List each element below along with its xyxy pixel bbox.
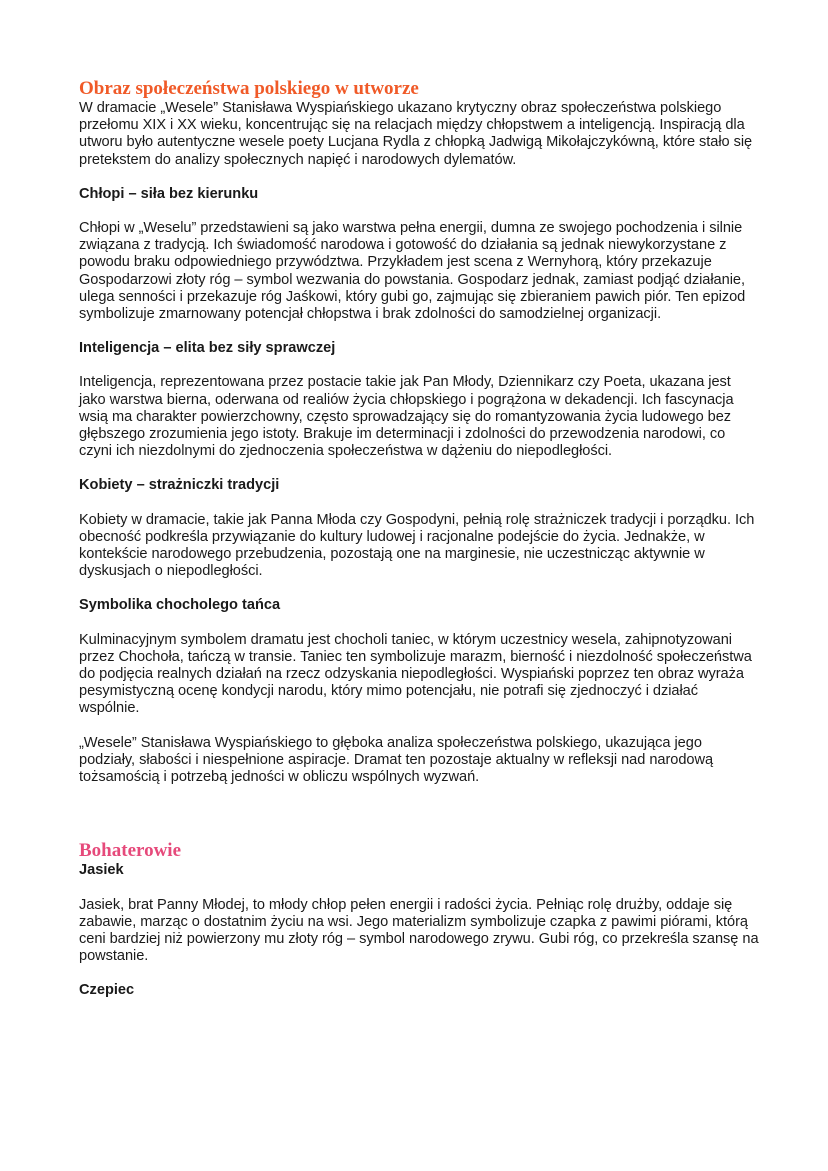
- paragraph-chocholi-taniec: Kulminacyjnym symbolem dramatu jest chocholi taniec, w którym uczestnicy wesela, zahipnotyzowani przez Chochoła, tańczą w transie. Taniec ten symbolizuje marazm, bierność i niezdolność społeczeństwa do podjęcia realnych działań na rzecz odzyskania niepodległości. Wyspiański poprzez ten obraz wyraża pesymistyczną ocenę kondycji narodu, który mimo potencjału, nie potrafi się zjednoczyć i działać wspólnie.: [79, 631, 752, 717]
- document-page: [79, 78, 759, 1000]
- subheading-kobiety: Kobiety – strażniczki tradycji: [79, 477, 280, 494]
- paragraph-chlopi: Chłopi w „Weselu” przedstawieni są jako warstwa pełna energii, dumna ze swojego pochodzenia i silnie związana z tradycją. Ich świadomość narodowa i gotowość do działania są jednak niewykorzystane z powodu braku odpowiedniego przywództwa. Przykładem jest scena z Wernyhorą, który przekazuje Gospodarzowi złoty róg – symbol wezwania do powstania. Gospodarz jednak, zamiast podjąć działanie, ulega senności i przekazuje róg Jaśkowi, który gubi go, zajmując się zbieraniem pawich piór. Ten epizod symbolizuje zmarnowany potencjał chłopstwa i brak zdolności do samodzielnej organizacji.: [79, 220, 746, 323]
- character-name-czepiec: Czepiec: [79, 982, 135, 999]
- section-title-society: Obraz społeczeństwa polskiego w utworze: [79, 78, 419, 99]
- subheading-inteligencja: Inteligencja – elita bez siły sprawczej: [79, 340, 336, 357]
- subheading-chocholi-taniec: Symbolika chocholego tańca: [79, 597, 281, 614]
- intro-paragraph: W dramacie „Wesele” Stanisława Wyspiańskiego ukazano krytyczny obraz społeczeństwa polskiego przełomu XIX i XX wieku, koncentrując się na relacjach między chłopstwem a inteligencją. Inspiracją dla utworu było autentyczne wesele poety Lucjana Rydla z chłopką Jadwigą Mikołajczykówną, które stało się pretekstem do analizy społecznych napięć i narodowych dylematów.: [79, 100, 753, 168]
- character-text-jasiek: Jasiek, brat Panny Młodej, to młody chłop pełen energii i radości życia. Pełniąc rolę drużby, oddaje się zabawie, marząc o dostatnim życiu na wsi. Jego materializm symbolizuje czapka z pawimi piórami, którą ceni bardziej niż powierzony mu złoty róg – symbol narodowego zrywu. Gubi róg, co przekreśla szansę na powstanie.: [79, 896, 759, 965]
- subheading-chlopi: Chłopi – siła bez kierunku: [79, 185, 259, 202]
- character-name-jasiek: Jasiek: [79, 862, 124, 879]
- section-title-bohaterowie: Bohaterowie: [79, 840, 182, 862]
- conclusion-paragraph: „Wesele” Stanisława Wyspiańskiego to głęboka analiza społeczeństwa polskiego, ukazująca jego podziały, słabości i niespełnione aspiracje. Dramat ten pozostaje aktualny w refleksji nad narodową tożsamością i potrzebą jedności w obliczu wspólnych wyzwań.: [79, 734, 714, 786]
- paragraph-inteligencja: Inteligencja, reprezentowana przez postacie takie jak Pan Młody, Dziennikarz czy Poeta, ukazana jest jako warstwa bierna, oderwana od realiów życia chłopskiego i pogrążona w dekadencji. Ich fascynacja wsią ma charakter powierzchowny, często sprowadzający się do romantyzowania życia ludowego bez głębszego zrozumienia jego istoty. Brakuje im determinacji i zdolności do przewodzenia narodowi, co czyni ich niezdolnymi do zjednoczenia społeczeństwa w dążeniu do niepodległości.: [79, 374, 734, 460]
- paragraph-kobiety: Kobiety w dramacie, takie jak Panna Młoda czy Gospodyni, pełnią rolę strażniczek tradycji i porządku. Ich obecność podkreśla przywiązanie do kultury ludowej i racjonalne podejście do życia. Jednakże, w kontekście narodowego przebudzenia, pozostają one na marginesie, nie uczestnicząc aktywnie w dyskusjach o niepodległości.: [79, 511, 755, 580]
